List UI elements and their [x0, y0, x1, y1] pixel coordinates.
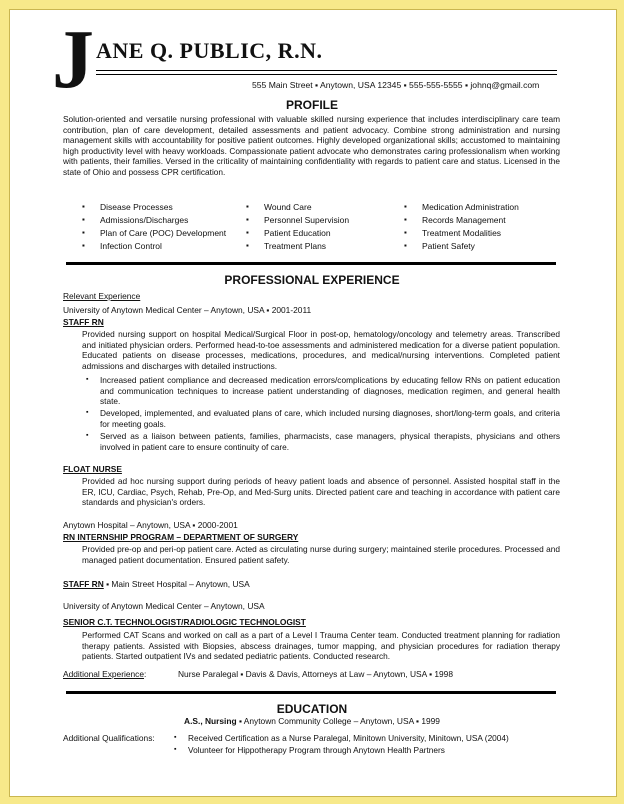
skill-item: ▪ Admissions/Discharges	[100, 214, 226, 227]
job-title: RN INTERNSHIP PROGRAM – DEPARTMENT OF SURGERY	[63, 532, 299, 542]
list-item: ▪ Volunteer for Hippotherapy Program through Anytown Health Partners	[174, 745, 574, 756]
skill-item: ▪ Personnel Supervision	[264, 214, 349, 227]
skills-column-3	[422, 201, 519, 253]
degree-line	[0, 716, 624, 726]
skill-item: ▪ Disease Processes	[100, 201, 226, 214]
job-employer: Anytown Hospital – Anytown, USA ▪ 2000-2001	[63, 520, 238, 530]
list-item: ▪ Served as a liaison between patients, families, pharmacists, case managers, physical therapists, physicians and others involved in patient care to ensure continuity of care.	[86, 431, 560, 452]
relevant-experience-label: Relevant Experience	[63, 291, 141, 301]
additional-experience-line	[63, 669, 146, 679]
job-employer: University of Anytown Medical Center – Anytown, USA ▪ 2001-2011	[63, 305, 312, 315]
job-title: FLOAT NURSE	[63, 464, 122, 474]
degree: A.S., Nursing	[184, 716, 237, 726]
profile-heading: PROFILE	[285, 98, 338, 112]
candidate-name: ANE Q. PUBLIC, R.N.	[96, 38, 323, 63]
skill-item: ▪ Medication Administration	[422, 201, 519, 214]
section-divider	[66, 691, 556, 694]
skill-item: ▪ Patient Safety	[422, 240, 519, 253]
list-item: ▪ Developed, implemented, and evaluated plans of care, which included nursing diagnoses, short/long-term goals, and criteria for meeting goals.	[86, 408, 560, 429]
skill-item: ▪ Records Management	[422, 214, 519, 227]
degree-institution: ▪ Anytown Community College – Anytown, USA ▪ 1999	[236, 716, 440, 726]
skill-item: ▪ Patient Education	[264, 227, 349, 240]
qualifications-label: Additional Qualifications:	[63, 733, 155, 743]
list-item: ▪ Increased patient compliance and decreased medication errors/complications by educating fellow RNs on patient education and communication techniques to increase patient understanding of diagnoses, medication regimen, and general health state.	[86, 375, 560, 407]
job-description: Provided pre-op and peri-op patient care. Acted as circulating nurse during surgery; maintained sterile procedures. Processed and managed patient documentation. Ensured patient safety.	[82, 544, 560, 565]
profile-summary: Solution-oriented and versatile nursing professional with valuable skilled nursing experience that includes interdisciplinary care team contribution, plan of care development, detailed assessments and patient advocacy. Combine strong administration and nursing management skills with accountability for positive patient outcomes. Highly developed organizational skills; accustomed to maintaining high productivity level with heavy workloads. Compassionate patient advocate who demonstrates caring professionalism when working with patients, their families. Versed in the criticality of maintaining confidentiality with regards to patient care and status. Licensed in the state of Ohio and possess CPR certification.	[63, 114, 560, 177]
job-title: STAFF RN	[63, 579, 104, 589]
qualifications-list	[174, 733, 574, 757]
header-divider	[96, 70, 557, 75]
skills-column-2	[264, 201, 349, 253]
contact-line: 555 Main Street ▪ Anytown, USA 12345 ▪ 555-555-5555 ▪ johnq@gmail.com	[252, 80, 540, 90]
job-achievements	[86, 375, 560, 454]
skills-column-1	[100, 201, 226, 253]
skill-item: ▪ Wound Care	[264, 201, 349, 214]
additional-experience-label: Additional Experience	[63, 669, 145, 679]
list-item: ▪ Received Certification as a Nurse Paralegal, Minitown University, Minitown, USA (2004)	[174, 733, 574, 744]
additional-experience-colon: :	[144, 669, 147, 679]
name-initial: J	[52, 13, 94, 106]
job-employer: University of Anytown Medical Center – Anytown, USA	[63, 601, 265, 611]
job-description: Provided ad hoc nursing support during periods of heavy patient loads and absence of personnel. Assisted hospital staff in the ER, ICU, Cardiac, Psych, Rehab, Pre-Op, and Med-Surg units. Directed patient care and teaching in accordance with patient care standards and physician's orders.	[82, 476, 560, 508]
job-employer-line	[63, 579, 250, 589]
skill-item: ▪ Infection Control	[100, 240, 226, 253]
additional-experience-value: Nurse Paralegal ▪ Davis & Davis, Attorneys at Law – Anytown, USA ▪ 1998	[178, 669, 454, 679]
job-title: SENIOR C.T. TECHNOLOGIST/RADIOLOGIC TECHNOLOGIST	[63, 617, 306, 627]
job-employer: ▪ Main Street Hospital – Anytown, USA	[103, 579, 250, 589]
education-heading: EDUCATION	[276, 702, 348, 716]
job-description: Performed CAT Scans and worked on call as a part of a Level I Trauma Center team. Conducted treatment planning for radiation therapy patients. Assisted with Biopsies, abscess drainages, tumor mapping, and physician procedures for radiation therapy patients. Started outpatient IVs and sedated pediatric patients. Conducted research.	[82, 630, 560, 662]
skill-item: ▪ Treatment Plans	[264, 240, 349, 253]
job-title: STAFF RN	[63, 317, 104, 327]
skill-item: ▪ Treatment Modalities	[422, 227, 519, 240]
job-description: Provided nursing support on hospital Medical/Surgical Floor in post-op, hematology/oncology and telemetry areas. Transcribed and initiated physician orders. Performed head-to-toe assessments and administered medication for a diverse patient population. Educated patients on disease processes, medications, procedures, and medical/nursing interventions. Completed patient admissions and discharges with detailed instructions.	[82, 329, 560, 371]
experience-heading: PROFESSIONAL EXPERIENCE	[224, 273, 400, 287]
skill-item: ▪ Plan of Care (POC) Development	[100, 227, 226, 240]
section-divider	[66, 262, 556, 265]
